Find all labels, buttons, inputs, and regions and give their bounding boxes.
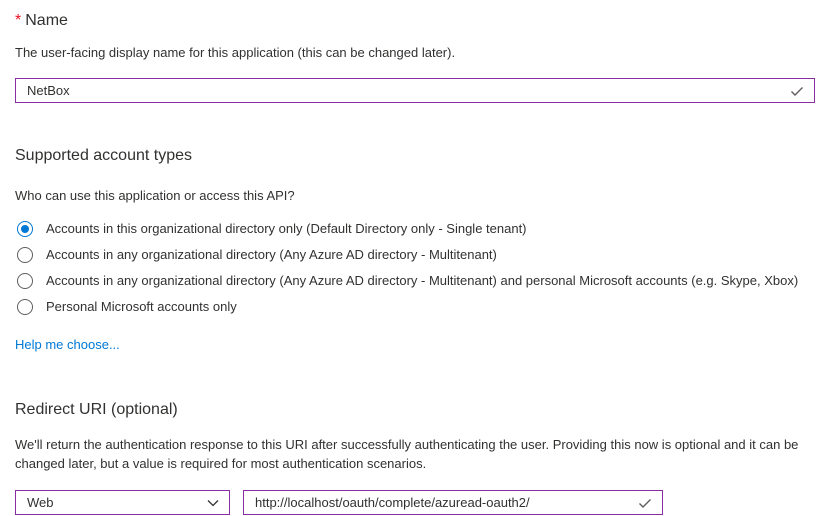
name-section [15, 11, 814, 103]
radio-option-label: Accounts in this organizational directory only (Default Directory only - Single tenant) [46, 221, 527, 236]
name-title-text: Name [25, 12, 68, 29]
radio-button-icon [17, 221, 33, 237]
radio-option-personal-only[interactable] [15, 294, 814, 320]
name-section-title [15, 11, 814, 31]
chevron-down-icon [206, 496, 220, 510]
platform-selected-value: Web [27, 495, 54, 510]
redirect-uri-input-container [243, 490, 663, 515]
radio-option-multitenant[interactable] [15, 242, 814, 268]
name-input-container [15, 78, 815, 103]
platform-select-dropdown[interactable] [15, 490, 230, 515]
radio-option-label: Accounts in any organizational directory (Any Azure AD directory - Multitenant) [46, 247, 497, 262]
required-asterisk: * [15, 12, 22, 29]
redirect-uri-row [15, 490, 814, 515]
account-types-radio-group [15, 216, 814, 320]
radio-option-multitenant-personal[interactable] [15, 268, 814, 294]
radio-button-icon [17, 247, 33, 263]
redirect-uri-input[interactable] [244, 491, 662, 514]
account-types-question: Who can use this application or access this API? [15, 188, 295, 203]
name-input[interactable] [16, 79, 814, 102]
redirect-uri-title: Redirect URI (optional) [15, 401, 178, 418]
name-description: The user-facing display name for this application (this can be changed later). [15, 45, 456, 60]
supported-account-types-section [15, 146, 814, 354]
radio-button-icon [17, 299, 33, 315]
radio-option-single-tenant[interactable] [15, 216, 814, 242]
redirect-uri-section [15, 400, 814, 515]
help-me-choose-link[interactable]: Help me choose... [15, 337, 120, 352]
radio-option-label: Accounts in any organizational directory (Any Azure AD directory - Multitenant) and personal Microsoft accounts (e.g. Skype, Xbox) [46, 273, 799, 288]
radio-option-label: Personal Microsoft accounts only [46, 299, 237, 314]
radio-button-icon [17, 273, 33, 289]
redirect-uri-description: We'll return the authentication response to this URI after successfully authenticating the user. Providing this now is optional and it can be changed later, but a value is required for most authentication scenarios. [15, 437, 799, 471]
account-types-title: Supported account types [15, 147, 193, 164]
